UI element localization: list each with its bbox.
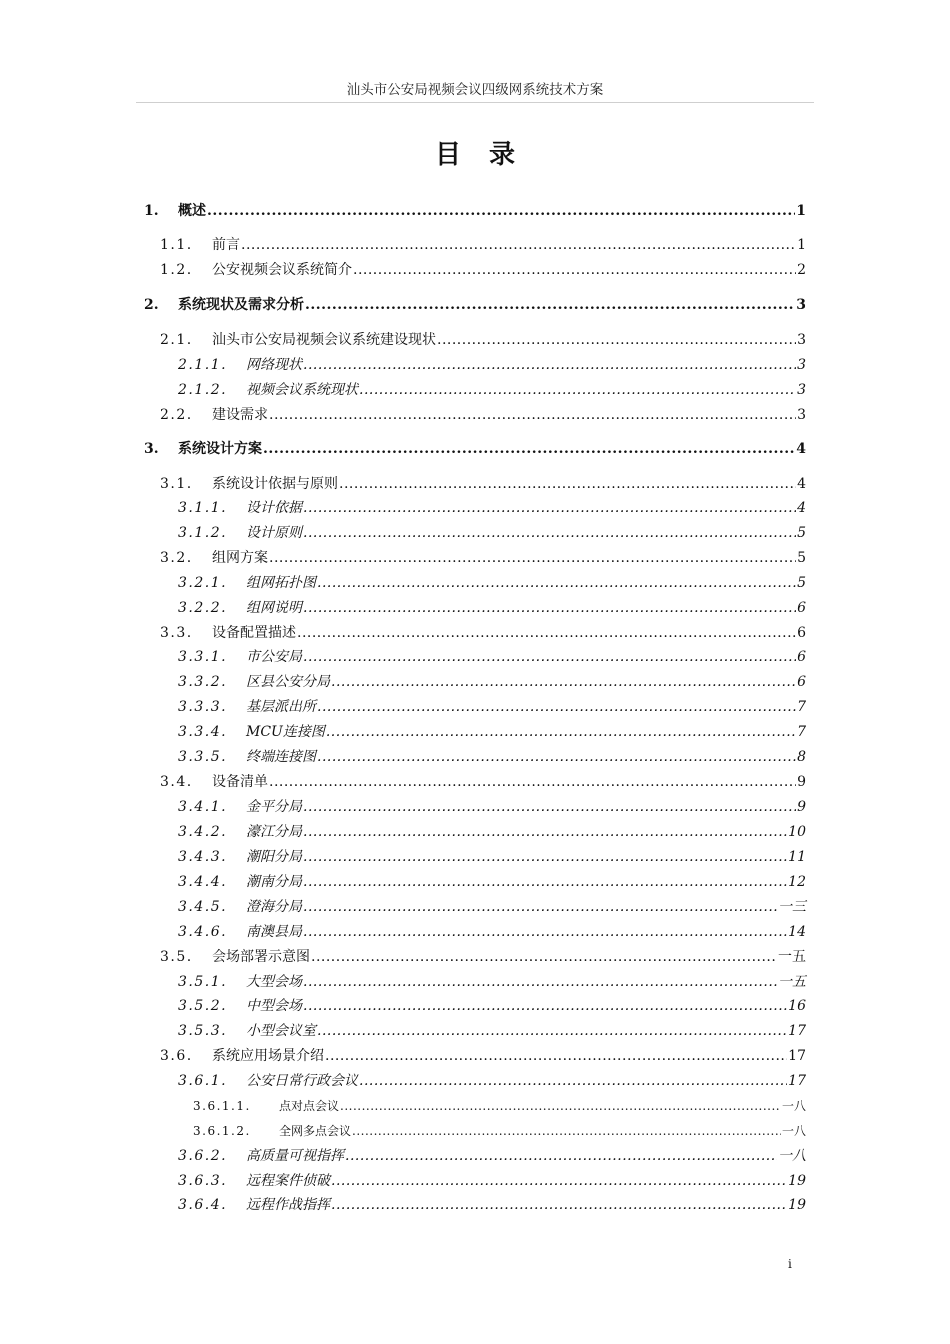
toc-entry[interactable] — [178, 1145, 806, 1167]
toc-entry-page: 1 — [797, 237, 806, 253]
toc-entry-page: 2 — [797, 262, 806, 278]
toc-dot-leader — [297, 622, 796, 644]
toc-entry-title: 金平分局 — [246, 799, 302, 815]
toc-entry-page: 14 — [788, 924, 806, 940]
toc-entry[interactable] — [193, 1095, 806, 1117]
toc-entry-number: 3. — [144, 441, 159, 457]
toc-entry-number: 3.6.1.1. — [193, 1099, 251, 1113]
toc-entry[interactable] — [178, 696, 806, 718]
toc-entry-number: 3.6.4. — [178, 1197, 228, 1213]
toc-entry[interactable] — [178, 1194, 806, 1216]
toc-entry-number: 3.3.4. — [178, 724, 228, 740]
toc-dot-leader — [305, 294, 795, 316]
toc-dot-leader — [317, 696, 796, 718]
toc-entry-page: 3 — [797, 332, 806, 348]
toc-entry-number: 3.4.5. — [178, 899, 228, 915]
toc-entry-page: 17 — [788, 1073, 806, 1089]
toc-dot-leader — [269, 404, 796, 426]
toc-dot-leader — [269, 547, 796, 569]
toc-entry-page: 9 — [797, 799, 806, 815]
toc-entry[interactable] — [144, 438, 806, 460]
toc-entry-number: 3.6. — [160, 1048, 193, 1064]
toc-entry-page: 8 — [797, 749, 806, 765]
toc-entry-title: 全网多点会议 — [279, 1124, 352, 1138]
toc-entry-number: 3.1.2. — [178, 525, 228, 541]
toc-dot-leader — [317, 1020, 787, 1042]
toc-entry[interactable] — [160, 622, 806, 644]
toc-entry-title: 系统应用场景介绍 — [212, 1048, 324, 1064]
toc-entry[interactable] — [178, 1070, 806, 1092]
toc-dot-leader — [303, 354, 796, 376]
toc-entry-number: 3.4.3. — [178, 849, 228, 865]
toc-entry-number: 3.6.1.2. — [193, 1124, 251, 1138]
toc-entry[interactable] — [193, 1120, 806, 1142]
toc-entry-page: 7 — [797, 699, 806, 715]
toc-entry-title: 系统现状及需求分析 — [178, 297, 304, 313]
toc-entry[interactable] — [160, 946, 806, 968]
toc-title: 目录 — [434, 140, 543, 170]
toc-entry[interactable] — [178, 597, 806, 619]
toc-entry-title: 区县公安分局 — [246, 674, 330, 690]
toc-entry-number: 3.4.1. — [178, 799, 228, 815]
toc-entry-page: 19 — [788, 1197, 806, 1213]
toc-entry-page: 5 — [797, 575, 806, 591]
toc-entry-page: 17 — [788, 1023, 806, 1039]
toc-entry[interactable] — [178, 572, 806, 594]
toc-entry-page: 11 — [788, 849, 806, 865]
toc-entry-title: 组网拓扑图 — [246, 575, 316, 591]
toc-entry-page: 3 — [796, 297, 806, 313]
toc-entry-page: 16 — [788, 998, 806, 1014]
toc-entry-page: 一八 — [781, 1099, 806, 1113]
toc-dot-leader — [241, 234, 796, 256]
toc-entry[interactable] — [178, 646, 806, 668]
toc-entry[interactable] — [178, 746, 806, 768]
toc-entry-page: 6 — [797, 674, 806, 690]
toc-entry-number: 2.2. — [160, 407, 193, 423]
toc-entry-title: 远程案件侦破 — [246, 1173, 330, 1189]
toc-entry-title: 终端连接图 — [246, 749, 316, 765]
toc-entry-number: 1.2. — [160, 262, 193, 278]
toc-entry[interactable] — [178, 379, 806, 401]
toc-dot-leader — [303, 921, 787, 943]
toc-entry-title: 系统设计方案 — [178, 441, 262, 457]
toc-entry-page: 3 — [797, 382, 806, 398]
toc-entry[interactable] — [178, 1170, 806, 1192]
toc-entry-page: 一五 — [778, 974, 806, 990]
page-number: i — [788, 1257, 792, 1271]
toc-entry-page: 3 — [797, 407, 806, 423]
toc-entry-title: 小型会议室 — [246, 1023, 316, 1039]
toc-entry[interactable] — [178, 522, 806, 544]
toc-entry-number: 1.1. — [160, 237, 193, 253]
toc-entry-title: 组网方案 — [212, 550, 268, 566]
toc-entry[interactable] — [178, 846, 806, 868]
toc-dot-leader — [303, 846, 787, 868]
toc-entry[interactable] — [178, 821, 806, 843]
toc-entry[interactable] — [160, 329, 806, 351]
toc-entry-title: 中型会场 — [246, 998, 302, 1014]
toc-entry-title: 点对点会议 — [279, 1099, 340, 1113]
toc-entry-number: 3.5.1. — [178, 974, 228, 990]
toc-entry-title: 高质量可视指挥 — [246, 1148, 344, 1164]
toc-dot-leader — [303, 821, 787, 843]
toc-entry-title: 组网说明 — [246, 600, 302, 616]
toc-entry-title: 网络现状 — [246, 357, 302, 373]
toc-dot-leader — [207, 200, 795, 222]
toc-entry[interactable] — [144, 294, 806, 316]
toc-entry-title: 设备配置描述 — [212, 625, 296, 641]
toc-entry-number: 3.3.1. — [178, 649, 228, 665]
toc-entry-page: 6 — [797, 625, 806, 641]
toc-entry-number: 3.6.2. — [178, 1148, 228, 1164]
toc-entry-title: 会场部署示意图 — [212, 949, 310, 965]
toc-entry-number: 1. — [144, 203, 159, 219]
toc-dot-leader — [359, 379, 796, 401]
toc-entry-page: 5 — [797, 525, 806, 541]
toc-entry-page: 6 — [797, 600, 806, 616]
toc-entry-title: MCU连接图 — [246, 724, 325, 740]
toc-entry-number: 3.6.3. — [178, 1173, 228, 1189]
toc-entry[interactable] — [160, 547, 806, 569]
toc-entry-number: 3.5.2. — [178, 998, 228, 1014]
toc-entry[interactable] — [160, 771, 806, 793]
toc-entry-title: 南澳县局 — [246, 924, 302, 940]
toc-dot-leader — [303, 971, 777, 993]
toc-dot-leader — [303, 796, 796, 818]
toc-dot-leader — [437, 329, 796, 351]
toc-entry-title: 澄海分局 — [246, 899, 302, 915]
toc-entry-title: 公安日常行政会议 — [246, 1073, 358, 1089]
toc-entry-number: 3.4.2. — [178, 824, 228, 840]
toc-dot-leader — [269, 771, 796, 793]
toc-entry-number: 3.3.3. — [178, 699, 228, 715]
toc-entry[interactable] — [178, 497, 806, 519]
toc-entry-page: 4 — [797, 476, 806, 492]
toc-dot-leader — [325, 1045, 787, 1067]
toc-entry-title: 设备清单 — [212, 774, 268, 790]
toc-entry[interactable] — [178, 796, 806, 818]
toc-entry-number: 3.4.6. — [178, 924, 228, 940]
toc-entry-page: 6 — [797, 649, 806, 665]
toc-entry-title: 濠江分局 — [246, 824, 302, 840]
toc-entry-number: 2.1.2. — [178, 382, 228, 398]
toc-dot-leader — [303, 522, 796, 544]
toc-entry-title: 市公安局 — [246, 649, 302, 665]
toc-entry-number: 3.3. — [160, 625, 193, 641]
toc-entry-number: 2.1. — [160, 332, 193, 348]
toc-entry-title: 潮阳分局 — [246, 849, 302, 865]
toc-entry-title: 建设需求 — [212, 407, 268, 423]
toc-entry[interactable] — [178, 921, 806, 943]
toc-entry-page: 17 — [788, 1048, 806, 1064]
toc-dot-leader — [317, 746, 796, 768]
toc-entry-number: 3.2. — [160, 550, 193, 566]
toc-dot-leader — [326, 721, 796, 743]
toc-dot-leader — [331, 671, 796, 693]
toc-entry[interactable] — [178, 896, 806, 918]
toc-dot-leader — [303, 871, 787, 893]
toc-entry-page: 19 — [788, 1173, 806, 1189]
toc-entry[interactable] — [178, 995, 806, 1017]
toc-entry-title: 设计依据 — [246, 500, 302, 516]
toc-entry-page: 一三 — [778, 899, 806, 915]
toc-dot-leader — [331, 1170, 787, 1192]
toc-entry-page: 4 — [796, 441, 806, 457]
toc-entry-number: 3.6.1. — [178, 1073, 228, 1089]
toc-entry-number: 3.1. — [160, 476, 193, 492]
toc-entry[interactable] — [178, 671, 806, 693]
toc-entry-number: 3.2.2. — [178, 600, 228, 616]
toc-entry-title: 公安视频会议系统简介 — [212, 262, 352, 278]
toc-entry[interactable] — [160, 234, 806, 256]
toc-entry-number: 2. — [144, 297, 159, 313]
toc-dot-leader — [303, 896, 777, 918]
toc-entry-number: 3.3.5. — [178, 749, 228, 765]
toc-entry-page: 1 — [796, 203, 806, 219]
toc-entry-page: 一八 — [778, 1148, 806, 1164]
toc-entry[interactable] — [178, 721, 806, 743]
toc-entry-page: 一八 — [781, 1124, 806, 1138]
toc-entry-title: 设计原则 — [246, 525, 302, 541]
toc-entry[interactable] — [144, 200, 806, 222]
toc-entry-title: 概述 — [178, 203, 206, 219]
toc-dot-leader — [352, 1120, 781, 1142]
toc-entry-number: 3.1.1. — [178, 500, 228, 516]
toc-dot-leader — [359, 1070, 787, 1092]
toc-entry-title: 基层派出所 — [246, 699, 316, 715]
toc-dot-leader — [303, 597, 796, 619]
toc-entry[interactable] — [178, 971, 806, 993]
toc-entry[interactable] — [160, 404, 806, 426]
toc-entry-title: 系统设计依据与原则 — [212, 476, 338, 492]
toc-entry-page: 一五 — [778, 949, 806, 965]
toc-entry-page: 3 — [797, 357, 806, 373]
toc-entry-title: 前言 — [212, 237, 240, 253]
toc-entry[interactable] — [160, 259, 806, 281]
toc-entry-title: 潮南分局 — [246, 874, 302, 890]
toc-dot-leader — [340, 1095, 781, 1117]
toc-dot-leader — [331, 1194, 787, 1216]
toc-entry-page: 7 — [797, 724, 806, 740]
toc-dot-leader — [303, 995, 787, 1017]
toc-dot-leader — [263, 438, 795, 460]
toc-dot-leader — [303, 646, 796, 668]
toc-dot-leader — [353, 259, 796, 281]
toc-entry-title: 大型会场 — [246, 974, 302, 990]
toc-entry[interactable] — [160, 1045, 806, 1067]
toc-entry-title: 汕头市公安局视频会议系统建设现状 — [212, 332, 436, 348]
toc-entry[interactable] — [160, 473, 806, 495]
toc-entry-page: 4 — [797, 500, 806, 516]
toc-entry-number: 3.2.1. — [178, 575, 228, 591]
toc-entry-number: 3.4. — [160, 774, 193, 790]
page-header: 汕头市公安局视频会议四级网系统技术方案 — [346, 82, 604, 98]
toc-entry[interactable] — [178, 1020, 806, 1042]
toc-entry-page: 9 — [797, 774, 806, 790]
toc-entry-number: 3.3.2. — [178, 674, 228, 690]
toc-dot-leader — [311, 946, 777, 968]
toc-dot-leader — [339, 473, 796, 495]
toc-entry-title: 远程作战指挥 — [246, 1197, 330, 1213]
toc-entry-number: 3.4.4. — [178, 874, 228, 890]
toc-entry[interactable] — [178, 354, 806, 376]
toc-entry-number: 3.5. — [160, 949, 193, 965]
toc-dot-leader — [317, 572, 796, 594]
toc-dot-leader — [303, 497, 796, 519]
toc-dot-leader — [345, 1145, 777, 1167]
toc-entry-title: 视频会议系统现状 — [246, 382, 358, 398]
toc-entry-page: 5 — [797, 550, 806, 566]
header-rule — [136, 102, 814, 103]
toc-entry-number: 2.1.1. — [178, 357, 228, 373]
toc-entry-number: 3.5.3. — [178, 1023, 228, 1039]
toc-entry-page: 10 — [788, 824, 806, 840]
toc-entry-page: 12 — [788, 874, 806, 890]
toc-entry[interactable] — [178, 871, 806, 893]
